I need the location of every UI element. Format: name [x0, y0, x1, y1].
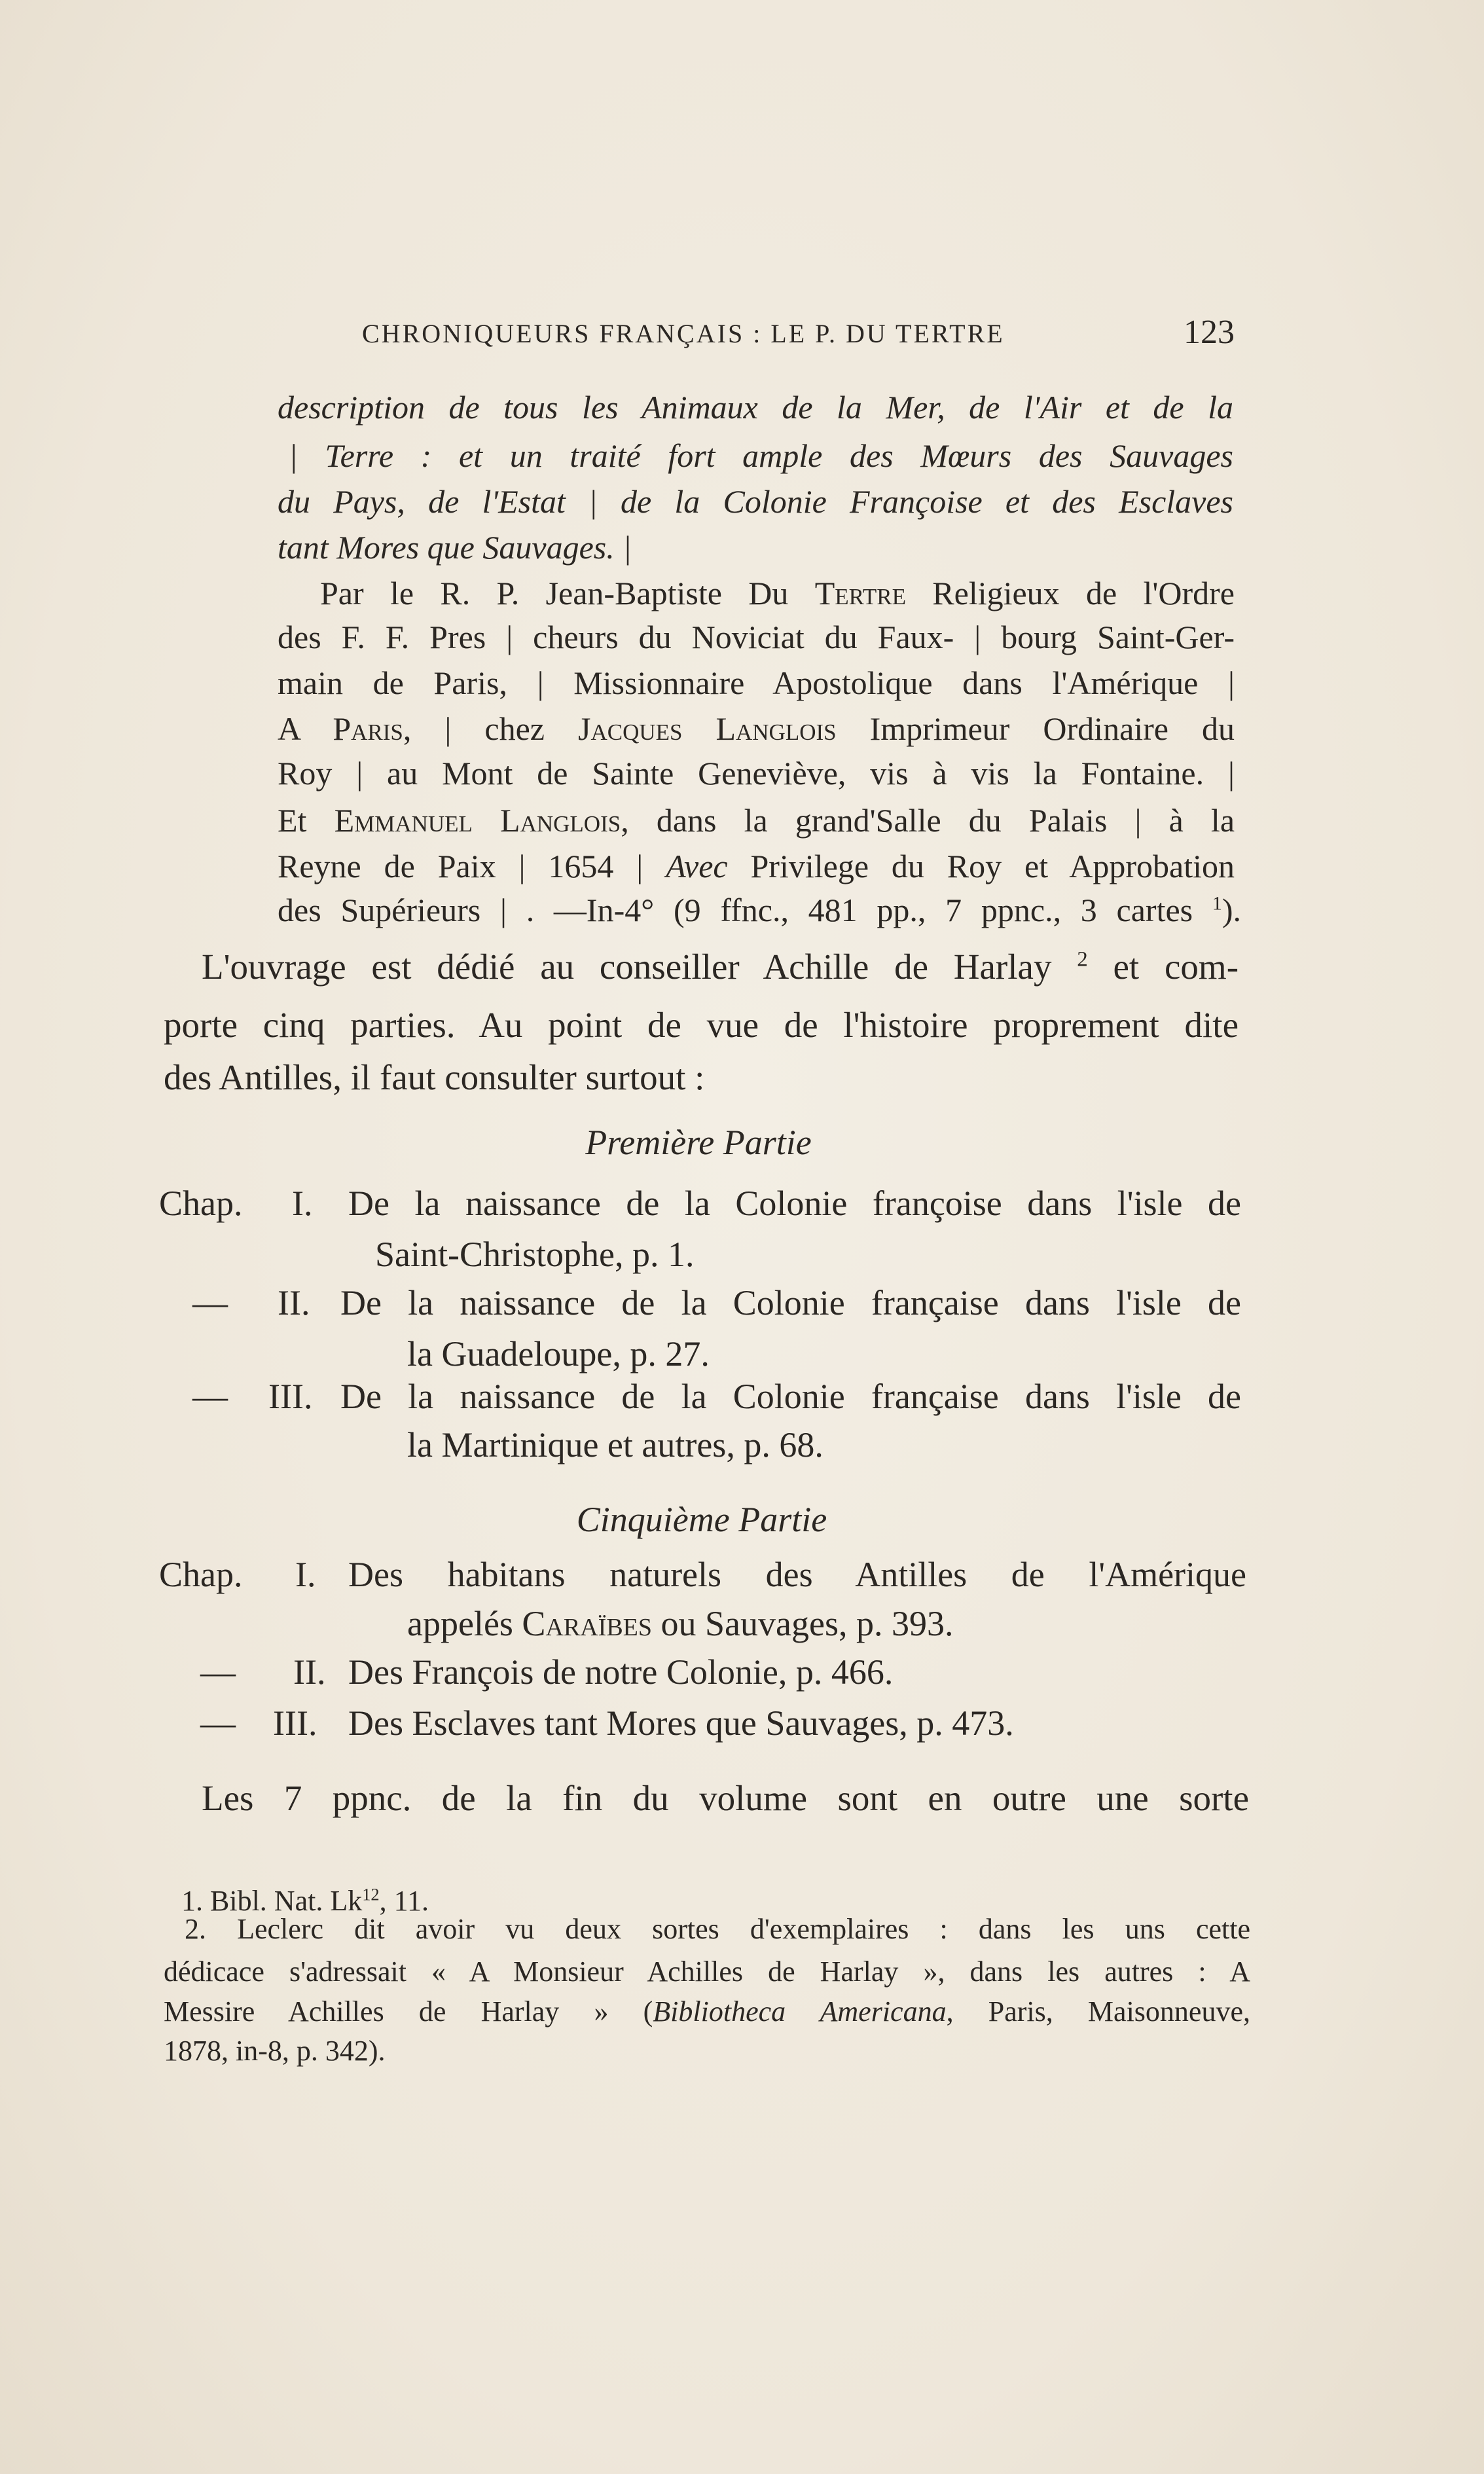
title-line: description de tous les Animaux de la Mer, de l'Air et de la — [278, 389, 1233, 426]
text: Privilege du Roy et Approbation — [727, 848, 1235, 884]
title-line: tant Mores que Sauvages. | — [278, 529, 632, 566]
place-name: Paris — [333, 710, 403, 747]
body-line: Les 7 ppnc. de la fin du volume sont en outre une sorte — [202, 1778, 1249, 1818]
imprint-line: main de Paris, | Missionnaire Apostolique dans l'Amérique | — [278, 664, 1235, 701]
title-line: | Terre : et un traité fort ample des Mœurs des Sauvages — [289, 437, 1233, 474]
footnote-2-line: 2. Leclerc dit avoir vu deux sortes d'exemplaires : dans les uns cette — [185, 1913, 1250, 1945]
chap-title: De la naissance de la Colonie française dans l'isle de — [340, 1377, 1241, 1416]
footnote-ref: 2 — [1077, 947, 1088, 972]
text: , Paris, Maisonneuve, — [946, 1995, 1250, 2028]
text: Messire Achilles de Harlay » ( — [164, 1995, 653, 2028]
text: A — [278, 710, 333, 747]
dash: — — [192, 1377, 228, 1416]
dash: — — [200, 1652, 236, 1692]
text: des Supérieurs | . —In-4° (9 ffnc., 481 pp., 7 ppnc., 3 cartes — [278, 892, 1212, 928]
footnote-2-line — [164, 1992, 1250, 2032]
chap-number: III. — [273, 1703, 317, 1743]
page-number: 123 — [1184, 314, 1235, 351]
author-name: Tertre — [814, 575, 906, 611]
text: 1. Bibl. Nat. Lk — [181, 1885, 363, 1917]
text: ou Sauvages, p. 393. — [652, 1604, 954, 1643]
dash: — — [192, 1283, 228, 1322]
text: ). — [1222, 892, 1241, 928]
running-title: CHRONIQUEURS FRANÇAIS : LE P. DU TERTRE — [362, 319, 1005, 348]
text: Avec — [666, 848, 728, 884]
chap-label: Chap. — [159, 1184, 243, 1223]
chap-number: I. — [292, 1184, 313, 1223]
chap-title-cont — [407, 1598, 953, 1649]
footnote-2-line: 1878, in-8, p. 342). — [164, 2035, 386, 2067]
imprint-line: des F. F. Pres | cheurs du Noviciat du Faux- | bourg Saint-Ger- — [278, 619, 1235, 655]
imprint-line — [278, 843, 1235, 889]
dash: — — [200, 1703, 236, 1743]
chap-title: De la naissance de la Colonie françoise dans l'isle de — [348, 1184, 1241, 1223]
title-line: du Pays, de l'Estat | de la Colonie Françoise et des Esclaves — [278, 483, 1233, 520]
printer-name: Jacques Langlois — [577, 710, 837, 747]
chap-number: III. — [268, 1377, 313, 1416]
text: Et — [278, 802, 335, 839]
printer-name: Emmanuel Langlois — [334, 802, 621, 839]
chap-number: II. — [293, 1652, 326, 1692]
imprint-line — [278, 706, 1235, 752]
body-line: porte cinq parties. Au point de vue de l'histoire proprement dite — [164, 1005, 1239, 1045]
chap-title-cont: la Martinique et autres, p. 68. — [407, 1425, 823, 1464]
book-title: Bibliotheca Americana — [653, 1995, 947, 2028]
text: , | chez — [403, 710, 578, 747]
imprint-line — [320, 570, 1235, 616]
chap-title-cont: la Guadeloupe, p. 27. — [407, 1334, 710, 1373]
imprint-line: Roy | au Mont de Sainte Geneviève, vis à vis la Fontaine. | — [278, 755, 1235, 791]
footnote-ref: 1 — [1212, 892, 1222, 915]
text: appelés — [407, 1604, 522, 1643]
text: Reyne de Paix | 1654 | — [278, 848, 666, 884]
imprint-line — [278, 797, 1235, 843]
chap-title-cont: Saint-Christophe, p. 1. — [375, 1235, 695, 1274]
text: Imprimeur Ordinaire du — [836, 710, 1235, 747]
chap-label: Chap. — [159, 1555, 243, 1594]
chap-title: Des Esclaves tant Mores que Sauvages, p. 473. — [348, 1703, 1014, 1743]
chap-title: De la naissance de la Colonie française dans l'isle de — [340, 1283, 1241, 1322]
chap-title: Des François de notre Colonie, p. 466. — [348, 1652, 894, 1692]
text: Par le R. P. Jean-Baptiste Du — [320, 575, 815, 611]
body-line — [202, 939, 1239, 994]
chap-number: I. — [295, 1555, 316, 1594]
section-heading: Cinquième Partie — [576, 1500, 827, 1539]
text: et com- — [1087, 947, 1239, 987]
imprint-line — [278, 887, 1241, 933]
text: L'ouvrage est dédié au conseiller Achille de Harlay — [202, 947, 1077, 987]
section-heading: Première Partie — [585, 1123, 812, 1162]
body-line: des Antilles, il faut consulter surtout : — [164, 1057, 705, 1097]
chap-title: Des habitans naturels des Antilles de l'Amérique — [348, 1555, 1246, 1594]
text: Caraïbes — [522, 1604, 653, 1643]
chap-number: II. — [278, 1283, 310, 1322]
footnote-2-line: dédicace s'adressait « A Monsieur Achilles de Harlay », dans les autres : A — [164, 1956, 1250, 1988]
text: 12 — [362, 1884, 380, 1904]
text: Religieux de l'Ordre — [905, 575, 1235, 611]
text: , dans la grand'Salle du Palais | à la — [621, 802, 1235, 839]
text: , 11. — [379, 1885, 429, 1917]
